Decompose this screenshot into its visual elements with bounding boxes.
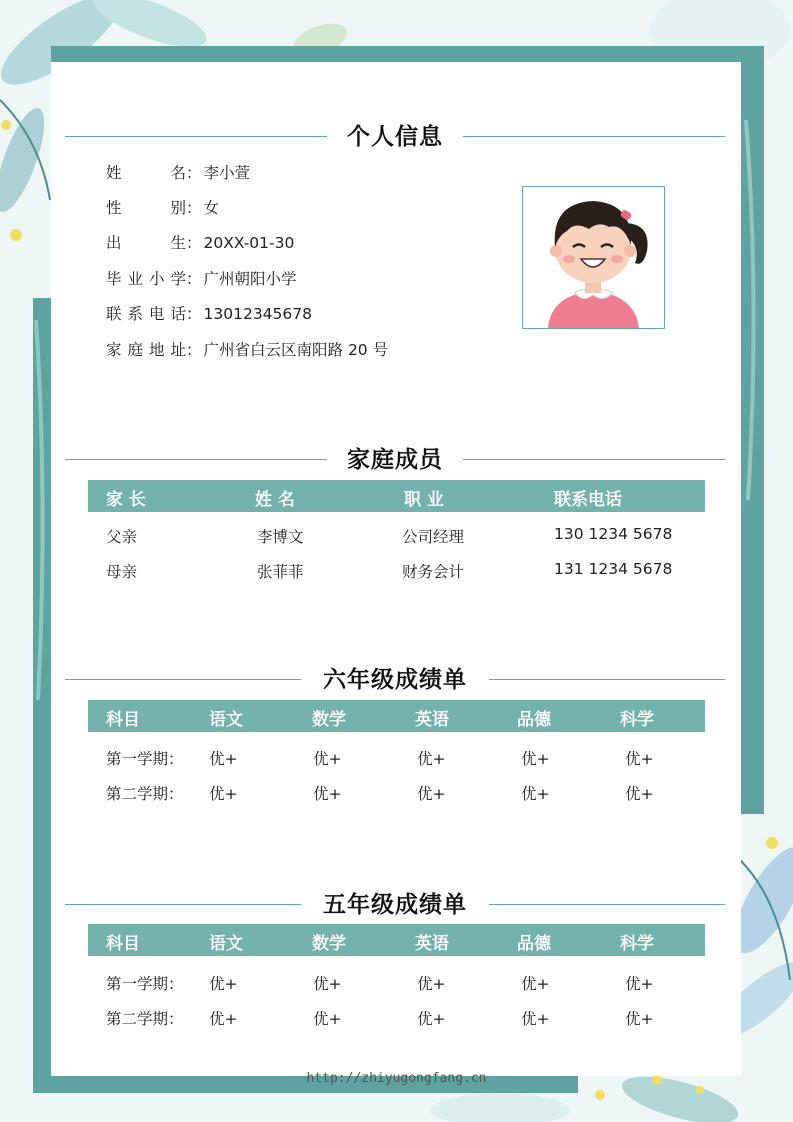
table-cell: 优+ (625, 785, 654, 803)
grade-col-subject: 科目 (106, 934, 140, 954)
grade5-title (65, 880, 725, 920)
table-cell: 第一学期： (106, 975, 184, 993)
info-label: 姓名 (106, 164, 186, 182)
title-rule-right (463, 136, 725, 137)
colon: ： (186, 270, 202, 288)
family-title (65, 435, 725, 475)
table-cell: 公司经理 (402, 528, 465, 546)
table-cell: 优+ (417, 785, 446, 803)
resume-card (51, 62, 741, 1076)
personal-info-title (65, 112, 725, 152)
info-value: 广州省白云区南阳路 20 号 (203, 341, 389, 359)
info-row-school (106, 267, 297, 291)
table-cell: 优+ (313, 975, 342, 993)
grade-col-english: 英语 (415, 710, 449, 730)
title-rule-right (463, 459, 725, 460)
table-cell: 优+ (313, 785, 342, 803)
info-row-phone (106, 302, 312, 326)
table-row (88, 1007, 705, 1031)
colon: ： (186, 341, 202, 359)
info-label: 性别 (106, 199, 186, 217)
grade-col-chinese: 语文 (209, 934, 243, 954)
table-cell: 优+ (521, 975, 550, 993)
family-heading: 家庭成员 (347, 447, 443, 473)
table-cell: 优+ (209, 1010, 238, 1028)
grade-col-science: 科学 (620, 934, 654, 954)
footer-url: http://zhiyugongfang.cn (306, 1071, 487, 1086)
info-row-birth (106, 231, 294, 255)
table-cell: 131 1234 5678 (554, 560, 673, 578)
table-cell: 张菲菲 (257, 563, 304, 581)
colon: ： (186, 234, 202, 252)
info-value: 13012345678 (203, 305, 312, 323)
table-row (88, 747, 705, 771)
info-value: 广州朝阳小学 (203, 270, 297, 288)
grade-col-math: 数学 (312, 710, 346, 730)
table-row (88, 972, 705, 996)
info-row-gender (106, 196, 219, 220)
grade6-title (65, 655, 725, 695)
table-cell: 财务会计 (402, 563, 465, 581)
grade6-table-header (88, 700, 705, 732)
table-cell: 优+ (521, 785, 550, 803)
table-cell: 优+ (417, 1010, 446, 1028)
table-cell: 130 1234 5678 (554, 525, 673, 543)
table-cell: 第二学期： (106, 1010, 184, 1028)
grade-col-subject: 科目 (106, 710, 140, 730)
info-value: 女 (203, 199, 220, 217)
colon: ： (186, 199, 202, 217)
table-row (88, 782, 705, 806)
table-cell: 优+ (313, 750, 342, 768)
grade-col-math: 数学 (312, 934, 346, 954)
table-row (88, 560, 705, 584)
title-rule-right (489, 904, 725, 905)
title-rule-right (489, 679, 725, 680)
table-cell: 优+ (209, 785, 238, 803)
table-cell: 优+ (313, 1010, 342, 1028)
grade6-heading: 六年级成绩单 (323, 667, 467, 693)
family-col-name: 姓 名 (255, 490, 295, 510)
grade-col-ethics: 品德 (517, 710, 551, 730)
family-table-header (88, 480, 705, 512)
table-cell: 第一学期： (106, 750, 184, 768)
info-label: 家庭地址 (106, 341, 186, 359)
colon: ： (186, 305, 202, 323)
table-cell: 优+ (625, 1010, 654, 1028)
info-label: 出生 (106, 234, 186, 252)
table-cell: 李博文 (257, 528, 304, 546)
table-cell: 优+ (521, 750, 550, 768)
profile-photo (522, 186, 665, 329)
grade-col-chinese: 语文 (209, 710, 243, 730)
info-value: 20XX-01-30 (203, 234, 295, 252)
personal-info-heading: 个人信息 (347, 124, 443, 150)
table-cell: 优+ (417, 750, 446, 768)
table-cell: 优+ (625, 750, 654, 768)
family-col-phone: 联系电话 (554, 490, 622, 510)
grade-col-english: 英语 (415, 934, 449, 954)
girl-avatar-icon (523, 187, 664, 328)
table-cell: 优+ (417, 975, 446, 993)
table-cell: 母亲 (106, 563, 138, 581)
info-value: 李小萱 (203, 164, 251, 182)
table-row (88, 525, 705, 549)
info-label: 毕业小学 (106, 270, 186, 288)
grade5-heading: 五年级成绩单 (323, 892, 467, 918)
colon: ： (186, 164, 202, 182)
info-row-address (106, 338, 388, 362)
table-cell: 优+ (209, 750, 238, 768)
grade5-table-header (88, 924, 705, 956)
table-cell: 优+ (209, 975, 238, 993)
grade-col-science: 科学 (620, 710, 654, 730)
grade-col-ethics: 品德 (517, 934, 551, 954)
table-cell: 父亲 (106, 528, 138, 546)
table-cell: 优+ (521, 1010, 550, 1028)
family-col-job: 职 业 (404, 490, 444, 510)
table-cell: 第二学期： (106, 785, 184, 803)
info-row-name (106, 161, 250, 185)
table-cell: 优+ (625, 975, 654, 993)
family-col-parent: 家 长 (106, 490, 146, 510)
info-label: 联系电话 (106, 305, 186, 323)
